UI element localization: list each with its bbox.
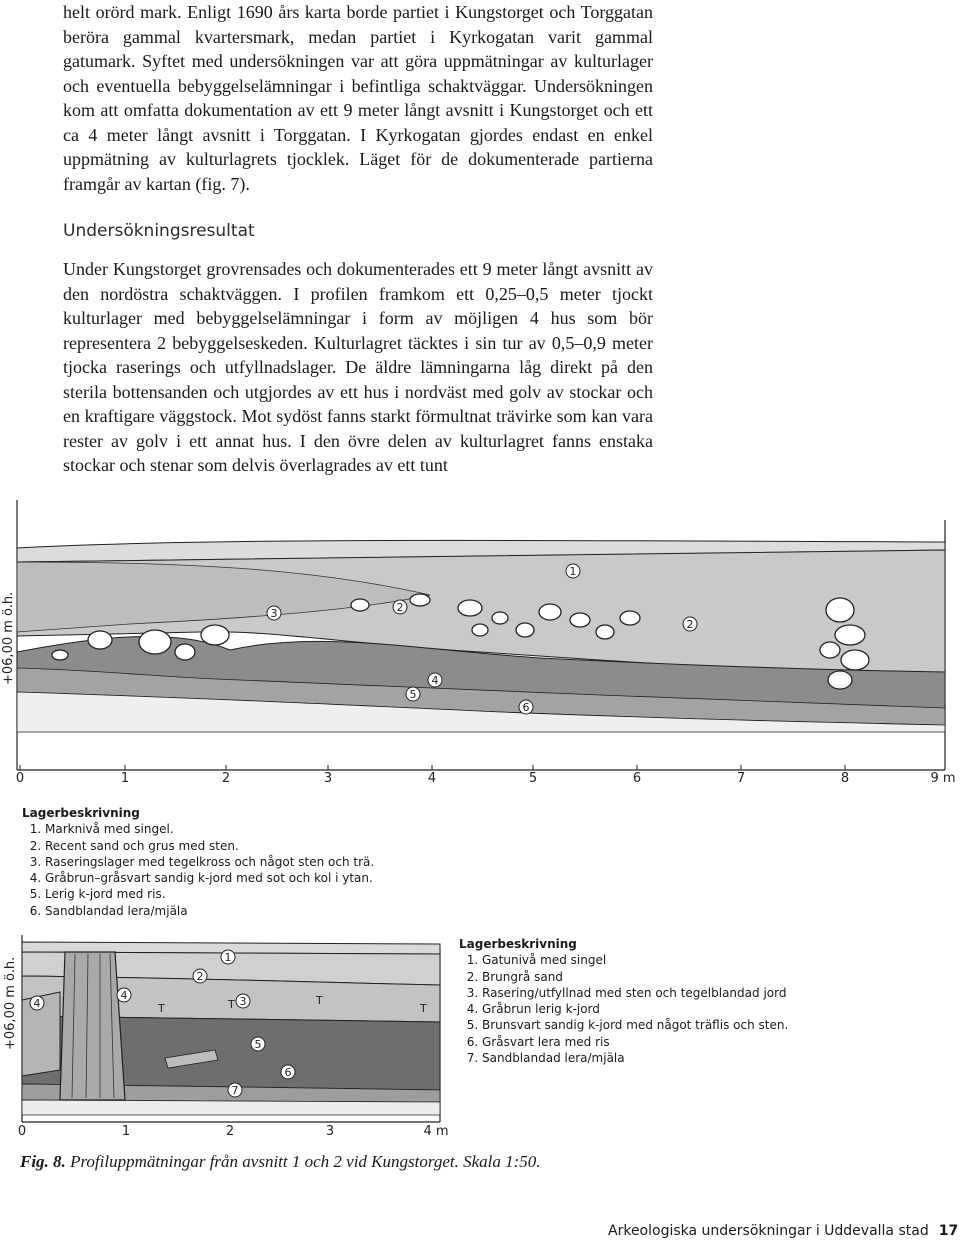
- profile-2-legend: [459, 936, 788, 1066]
- p1-legend-item: 4. Gråbrun–gråsvart sandig k-jord med sot och kol i ytan.: [45, 870, 374, 886]
- p1-legend-item: 5. Lerig k-jord med ris.: [45, 886, 374, 902]
- p2-legend-item: 5. Brunsvart sandig k-jord med något träflis och sten.: [482, 1017, 788, 1033]
- p1-legend-item: 6. Sandblandad lera/mjäla: [45, 903, 374, 919]
- p1-tick-3: 3: [323, 771, 333, 786]
- p1-marker-2a: 2: [396, 601, 404, 614]
- p2-marker-7: 7: [231, 1084, 239, 1097]
- p1-legend-item: 3. Raseringslager med tegelkross och något sten och trä.: [45, 854, 374, 870]
- p1-tick-7: 7: [736, 771, 746, 786]
- p2-marker-4b: 4: [120, 989, 128, 1002]
- p2-marker-5: 5: [254, 1038, 262, 1051]
- body-paragraph-1: helt orörd mark. Enligt 1690 års karta borde partiet i Kungstorget och Torggatan beröra gammal kvartersmark, medan partiet i Kyrkogatan varit gammal gatumark. Syftet med undersökningen var att göra uppmätningar av kulturlager och eventuella bebyggelselämningar i befintliga schaktväggar. Undersökningen kom att omfatta dokumentation av ett 9 meter långt avsnitt i Kungstorget och ett ca 4 meter långt avsnitt i Torggatan. I Kyrkogatan gjordes endast en enkel uppmätning av kulturlagrets tjocklek. Läget för de dokumenterade partierna framgår av kartan (fig. 7).: [63, 2, 653, 194]
- profile-2-drawing: [0, 930, 460, 1145]
- p1-marker-4: 4: [431, 674, 439, 687]
- p1-elevation-label: +06,00 m ö.h.: [1, 591, 16, 685]
- profile-1-legend: [22, 805, 374, 919]
- section-heading: Undersökningsresultat: [63, 221, 255, 241]
- p1-marker-5: 5: [409, 688, 417, 701]
- p2-t-mark: T: [228, 998, 235, 1011]
- p2-tick-0: 0: [17, 1124, 27, 1139]
- p2-elevation-label: +06,00 m ö.h.: [3, 956, 18, 1050]
- p2-tick-2: 2: [225, 1124, 235, 1139]
- p1-tick-6: 6: [632, 771, 642, 786]
- figure-caption-text: Profiluppmätningar från avsnitt 1 och 2 vid Kungstorget. Skala 1:50.: [70, 1152, 541, 1171]
- p1-legend-item: 1. Marknivå med singel.: [45, 821, 374, 837]
- p2-legend-item: 4. Gråbrun lerig k-jord: [482, 1001, 788, 1017]
- p1-marker-2b: 2: [686, 618, 694, 631]
- p2-legend-item: 3. Rasering/utfyllnad med sten och tegelblandad jord: [482, 985, 788, 1001]
- p1-marker-6: 6: [522, 701, 530, 714]
- p1-tick-5: 5: [528, 771, 538, 786]
- p2-marker-1: 1: [224, 951, 232, 964]
- profile-1-drawing: [0, 500, 960, 800]
- p2-legend-item: 6. Gråsvart lera med ris: [482, 1034, 788, 1050]
- figure-label: Fig. 8.: [20, 1152, 66, 1171]
- p1-tick-8: 8: [840, 771, 850, 786]
- p2-legend-item: 7. Sandblandad lera/mjäla: [482, 1050, 788, 1066]
- p2-tick-3: 3: [325, 1124, 335, 1139]
- page-footer: [608, 1223, 958, 1239]
- p2-marker-3: 3: [239, 995, 247, 1008]
- p1-tick-1: 1: [120, 771, 130, 786]
- body-paragraph-2: Under Kungstorget grovrensades och dokumenterades ett 9 meter långt avsnitt av den nordöstra schaktväggen. I profilen framkom ett 0,25–0,5 meter tjockt kulturlager med bebyggelselämningar i form av möjligen 4 hus som bör representera 2 bebyggelseskeden. Kulturlagret täcktes i sin tur av 0,5–0,9 meter tjocka raserings och utfyllnadslager. De äldre lämningarna låg direkt på den sterila bottensanden och utgjordes av ett hus i nordväst med golv av stockar och en kraftigare väggstock. Mot sydöst fanns starkt förmultnat trävirke som kan vara rester av golv i ett annat hus. I den övre delen av kulturlagret fanns enstaka stockar och stenar som delvis överlagrades av ett tunt: [63, 259, 653, 475]
- p2-legend-title: Lagerbeskrivning: [459, 937, 577, 951]
- p1-legend-item: 2. Recent sand och grus med sten.: [45, 838, 374, 854]
- p2-legend-item: 1. Gatunivå med singel: [482, 952, 788, 968]
- p2-legend-item: 2. Brungrå sand: [482, 969, 788, 985]
- footer-title: Arkeologiska undersökningar i Uddevalla stad: [608, 1223, 929, 1239]
- p2-t-mark: T: [316, 994, 323, 1007]
- p2-tick-4: 4 m: [423, 1124, 449, 1139]
- p1-tick-0: 0: [15, 771, 25, 786]
- p2-t-mark: T: [158, 1002, 165, 1015]
- p2-t-mark: T: [420, 1002, 427, 1015]
- p2-marker-6: 6: [284, 1066, 292, 1079]
- p1-marker-1: 1: [569, 565, 577, 578]
- p1-tick-2: 2: [221, 771, 231, 786]
- figure-caption: [20, 1152, 541, 1172]
- p1-legend-title: Lagerbeskrivning: [22, 806, 140, 820]
- p1-marker-3: 3: [270, 607, 278, 620]
- p1-tick-9: 9 m: [930, 771, 956, 786]
- p2-marker-2: 2: [196, 970, 204, 983]
- p1-tick-4: 4: [427, 771, 437, 786]
- page-number: 17: [938, 1223, 959, 1239]
- p2-tick-1: 1: [121, 1124, 131, 1139]
- p2-marker-4a: 4: [33, 997, 41, 1010]
